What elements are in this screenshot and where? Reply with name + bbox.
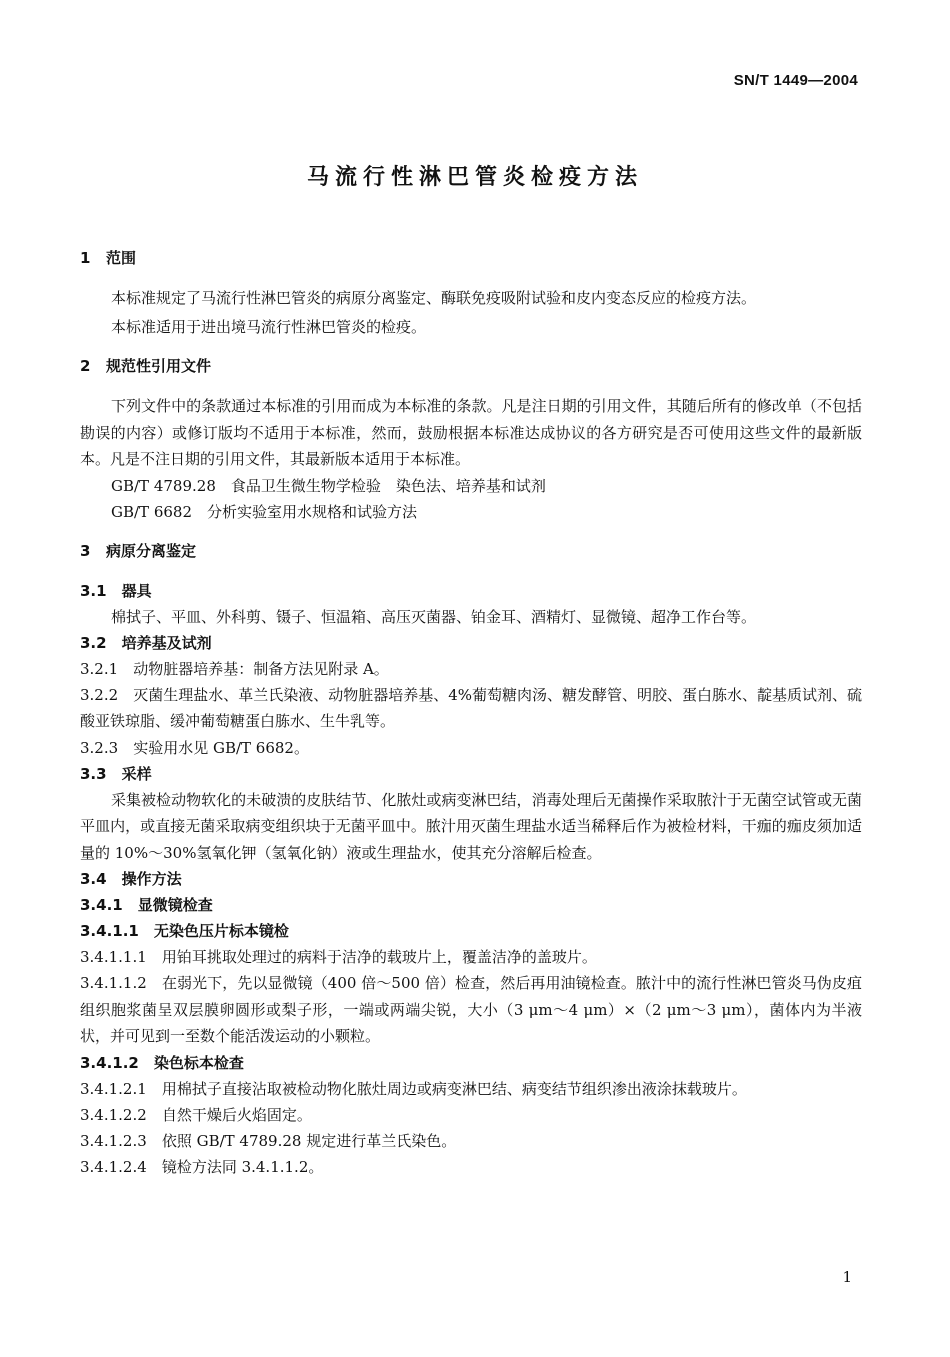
reference-title: 分析实验室用水规格和试验方法 <box>207 502 418 521</box>
clause-3-4-1-1-heading <box>80 918 862 944</box>
clause-number: 3.4.1.2.1 <box>80 1079 147 1098</box>
clause-text: 镜检方法同 3.4.1.1.2。 <box>161 1157 324 1176</box>
clause-3-2-heading <box>80 630 862 656</box>
clause-number: 3.4.1.2.2 <box>80 1105 147 1124</box>
clause-title: 采样 <box>121 764 152 783</box>
clause-text: 实验用水见 GB/T 6682。 <box>133 738 309 757</box>
clause-3-4-1-2-3 <box>80 1128 862 1154</box>
clause-3-4-1-1-1 <box>80 944 862 970</box>
clause-3-4-heading <box>80 866 862 892</box>
clause-text: 依照 GB/T 4789.28 规定进行革兰氏染色。 <box>161 1131 457 1150</box>
clause-3-3-paragraph: 采集被检动物软化的未破溃的皮肤结节、化脓灶或病变淋巴结，消毒处理后无菌操作采取脓汁于无菌空试管或无菌平皿内，或直接无菌采取病变组织块于无菌平皿中。脓汁用灭菌生理盐水适当稀释后作为被检材料，干痂的痂皮须加适量的 10%～30%氢氧化钾（氢氧化钠）液或生理盐水，使其充分溶解后检查。 <box>80 790 862 862</box>
clause-title: 染色标本检查 <box>153 1053 244 1072</box>
reference-code: GB/T 6682 <box>111 502 193 521</box>
section-2-paragraph: 下列文件中的条款通过本标准的引用而成为本标准的条款。凡是注日期的引用文件，其随后所有的修改单（不包括勘误的内容）或修订版均不适用于本标准，然而，鼓励根据本标准达成协议的各方研究是否可使用这些文件的最新版本。凡是不注日期的引用文件，其最新版本适用于本标准。 <box>80 397 862 468</box>
section-title: 病原分离鉴定 <box>106 541 197 560</box>
clause-number: 3.4.1.1 <box>80 922 139 940</box>
clause-number: 3.4 <box>80 870 107 888</box>
section-title: 规范性引用文件 <box>106 357 212 375</box>
clause-3-4-1-2-2 <box>80 1102 862 1128</box>
reference-item <box>80 473 862 499</box>
clause-number: 3.3 <box>80 764 107 783</box>
section-1-paragraph: 本标准规定了马流行性淋巴管炎的病原分离鉴定、酶联免疫吸附试验和皮内变态反应的检疫方法。 <box>111 289 757 307</box>
clause-3-4-1-heading <box>80 892 862 918</box>
clause-number: 3.1 <box>80 581 107 600</box>
clause-number: 3.2.3 <box>80 738 119 757</box>
document-body <box>80 245 862 1180</box>
page-number: 1 <box>842 1268 852 1286</box>
document-title: 马流行性淋巴管炎检疫方法 <box>306 165 643 190</box>
section-title: 范围 <box>106 249 137 267</box>
reference-title: 食品卫生微生物学检验 染色法、培养基和试剂 <box>230 476 546 495</box>
clause-text: 自然干燥后火焰固定。 <box>161 1105 312 1124</box>
section-number: 2 <box>80 357 91 375</box>
section-3-heading <box>80 538 862 564</box>
clause-title: 操作方法 <box>121 870 182 888</box>
clause-number: 3.4.1.2 <box>80 1053 139 1072</box>
section-number: 3 <box>80 541 91 560</box>
clause-3-1-heading <box>80 578 862 604</box>
section-1-paragraph: 本标准适用于进出境马流行性淋巴管炎的检疫。 <box>111 318 427 336</box>
clause-text: 用棉拭子直接沾取被检动物化脓灶周边或病变淋巴结、病变结节组织渗出液涂抹载玻片。 <box>161 1079 747 1098</box>
section-1-heading <box>80 245 862 271</box>
clause-3-4-1-2-4 <box>80 1154 862 1180</box>
clause-number: 3.4.1.2.3 <box>80 1131 147 1150</box>
clause-title: 无染色压片标本镜检 <box>153 922 289 940</box>
clause-number: 3.2.1 <box>80 659 119 678</box>
clause-number: 3.4.1.2.4 <box>80 1157 147 1176</box>
reference-item <box>80 499 862 525</box>
clause-number: 3.2.2 <box>80 685 119 704</box>
reference-code: GB/T 4789.28 <box>111 476 216 495</box>
clause-title: 器具 <box>121 581 152 600</box>
clause-3-2-3 <box>80 735 862 761</box>
clause-3-4-1-1-2 <box>80 970 862 1050</box>
clause-3-4-1-2-1 <box>80 1076 862 1102</box>
clause-text: 在弱光下，先以显微镜（400 倍～500 倍）检查，然后再用油镜检查。脓汁中的流行性淋巴管炎马伪皮疽组织胞浆菌呈双层膜卵圆形或梨子形，一端或两端尖锐，大小（3 μm～4 μm）×（2 μm～3 μm），菌体内为半液状，并可见到一至数个能活泼运动的小颗粒。 <box>80 974 862 1045</box>
clause-title: 显微镜检查 <box>137 896 213 914</box>
clause-text: 动物脏器培养基：制备方法见附录 A。 <box>133 659 389 678</box>
standard-code: SN/T 1449—2004 <box>733 72 858 89</box>
clause-3-3-heading <box>80 761 862 787</box>
clause-3-2-2 <box>80 682 862 735</box>
clause-number: 3.4.1.1.1 <box>80 948 147 966</box>
clause-3-4-1-2-heading <box>80 1050 862 1076</box>
clause-title: 培养基及试剂 <box>121 633 212 652</box>
section-2-heading <box>80 353 862 379</box>
clause-number: 3.4.1 <box>80 896 123 914</box>
clause-3-1-text: 棉拭子、平皿、外科剪、镊子、恒温箱、高压灭菌器、铂金耳、酒精灯、显微镜、超净工作台等。 <box>111 607 757 626</box>
clause-text: 灭菌生理盐水、革兰氏染液、动物脏器培养基、4%葡萄糖肉汤、糖发酵管、明胶、蛋白胨水、靛基质试剂、硫酸亚铁琼脂、缓冲葡萄糖蛋白胨水、生牛乳等。 <box>80 685 862 730</box>
clause-3-2-1 <box>80 656 862 682</box>
clause-number: 3.2 <box>80 633 107 652</box>
clause-number: 3.4.1.1.2 <box>80 974 147 992</box>
section-number: 1 <box>80 249 91 267</box>
clause-text: 用铂耳挑取处理过的病料于洁净的载玻片上，覆盖洁净的盖玻片。 <box>161 948 597 966</box>
